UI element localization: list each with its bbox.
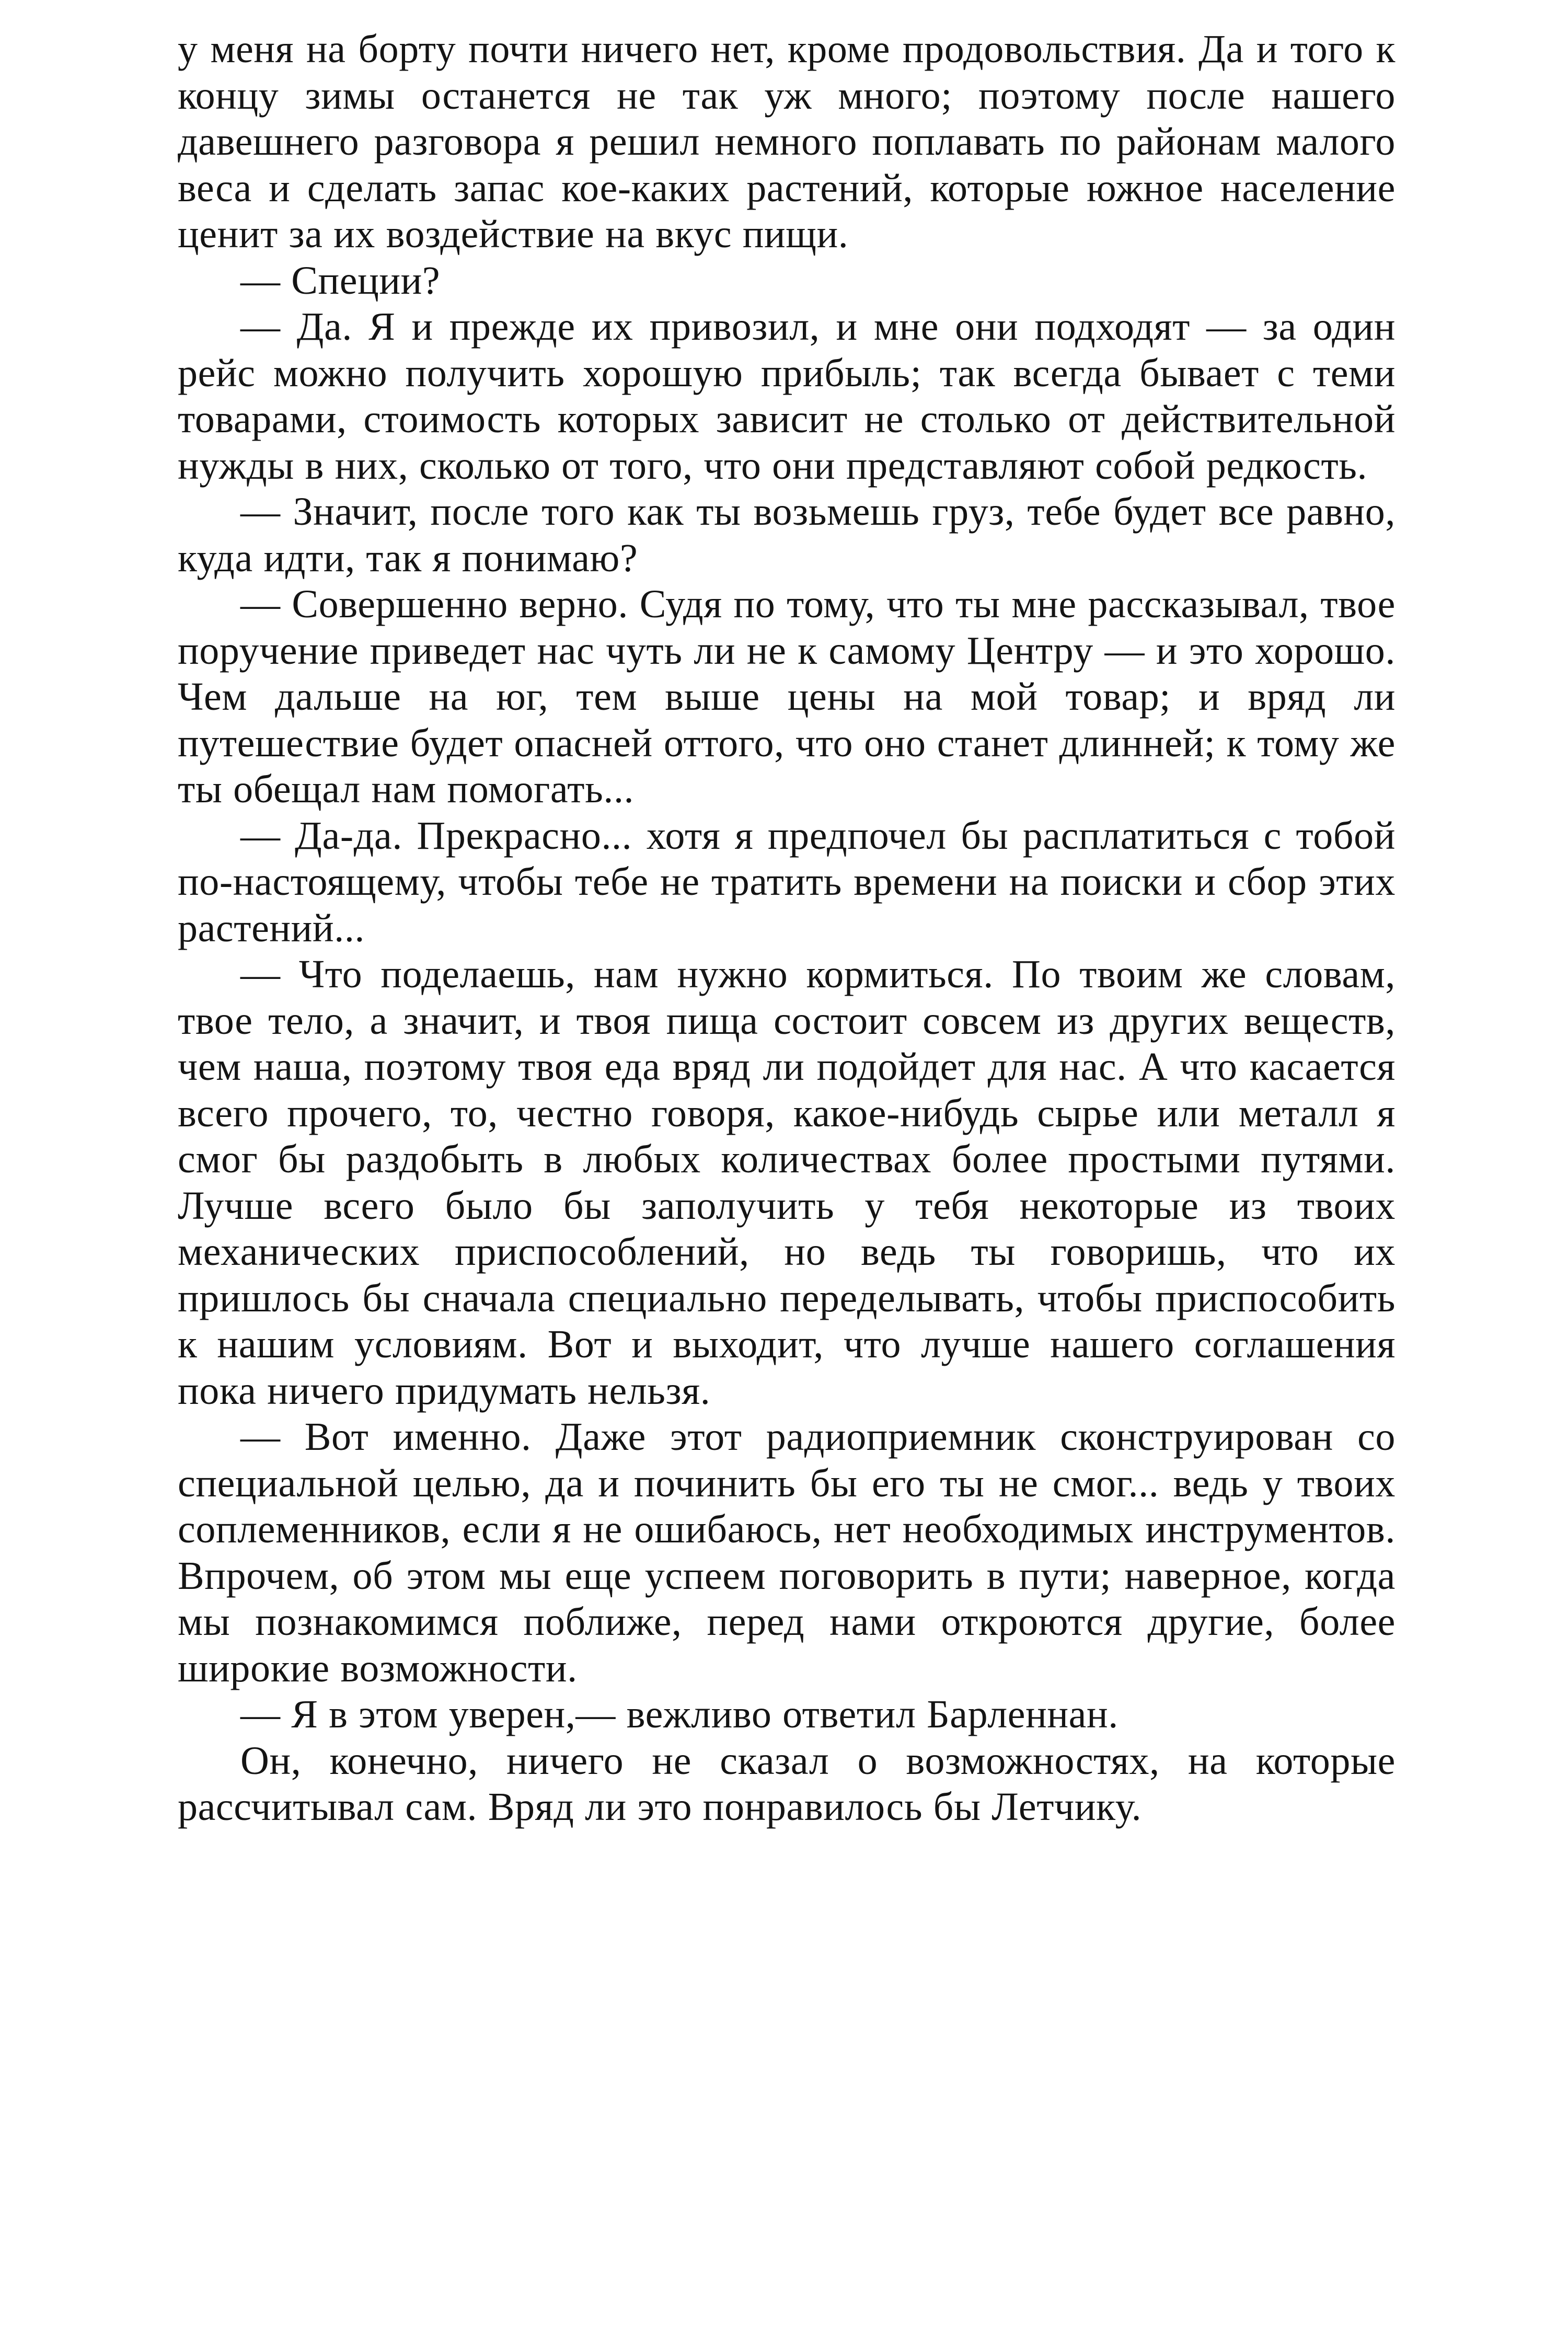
dialogue-line: — Я в этом уверен,— вежливо ответил Барленнан. (240, 1692, 1119, 1736)
dialogue-line: — Совершенно верно. Судя по тому, что ты мне рассказывал, твое поручение приведет нас чуть ли не к самому Центру — и это хорошо. Чем дальше на юг, тем выше цены на мой товар; и вряд ли путешествие будет опасней оттого, что оно станет длинней; к тому же ты обещал нам помогать... (178, 582, 1396, 811)
dialogue-line: — Специи? (240, 258, 441, 303)
narrative-paragraph: Он, конечно, ничего не сказал о возможностях, на которые рассчитывал сам. Вряд ли это понравилось бы Летчику. (178, 1738, 1396, 1829)
book-page-text (178, 26, 1396, 1830)
dialogue-line: — Да. Я и прежде их привозил, и мне они подходят — за один рейс можно получить хорошую прибыль; так всегда бывает с теми товарами, стоимость которых зависит не столько от действительной нужды в них, сколько от того, что они представляют собой редкость. (178, 305, 1396, 488)
dialogue-line: — Вот именно. Даже этот радиоприемник сконструирован со специальной целью, да и починить бы его ты не смог... ведь у твоих соплеменников, если я не ошибаюсь, нет необходимых инструментов. Впрочем, об этом мы еще успеем поговорить в пути; наверное, когда мы познакомимся поближе, перед нами откроются другие, более широкие возможности. (178, 1415, 1396, 1690)
paragraph-continued: у меня на борту почти ничего нет, кроме продовольствия. Да и того к концу зимы останется не так уж много; поэтому после нашего давешнего разговора я решил немного поплавать по районам малого веса и сделать запас кое-каких растений, которые южное население ценит за их воздействие на вкус пищи. (178, 27, 1396, 256)
dialogue-line: — Что поделаешь, нам нужно кормиться. По твоим же словам, твое тело, а значит, и твоя пища состоит совсем из других веществ, чем наша, поэтому твоя еда вряд ли подойдет для нас. А что касается всего прочего, то, честно говоря, какое-нибудь сырье или металл я смог бы раздобыть в любых количествах более простыми путями. Лучше всего было бы заполучить у тебя некоторые из твоих механических приспособлений, но ведь ты говоришь, что их пришлось бы сначала специально переделывать, чтобы приспособить к нашим условиям. Вот и выходит, что лучше нашего соглашения пока ничего придумать нельзя. (178, 952, 1396, 1413)
dialogue-line: — Да-да. Прекрасно... хотя я предпочел бы расплатиться с тобой по-настоящему, чтобы тебе не тратить времени на поиски и сбор этих растений... (178, 813, 1396, 950)
dialogue-line: — Значит, после того как ты возьмешь груз, тебе будет все равно, куда идти, так я понимаю? (178, 490, 1396, 580)
